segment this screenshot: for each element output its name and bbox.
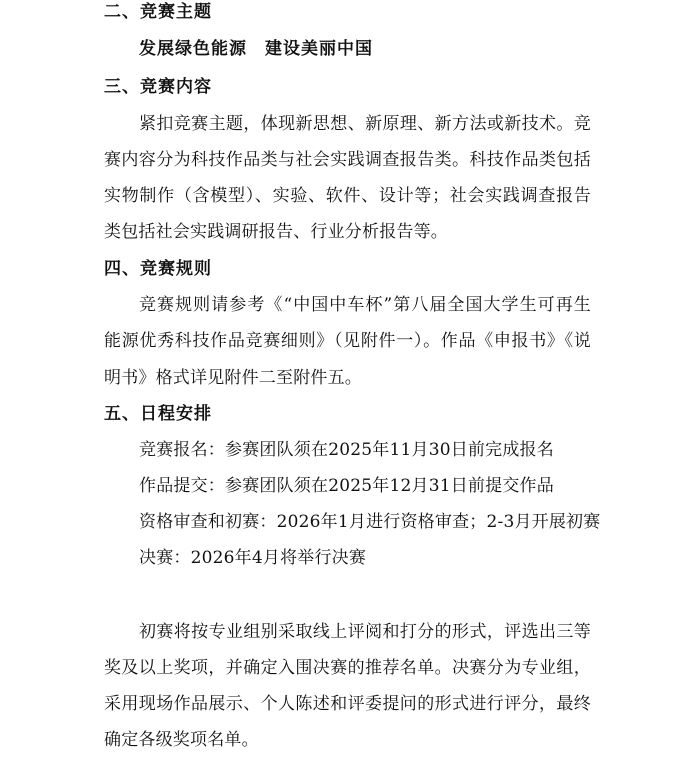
- rules-line-3: 明书》格式详见附件二至附件五。: [104, 368, 362, 388]
- section-heading-theme: 二、竞赛主题: [104, 2, 212, 22]
- section-heading-content: 三、竞赛内容: [104, 77, 212, 97]
- content-line-4: 类包括社会实践调研报告、行业分析报告等。: [104, 222, 448, 242]
- content-line-1: 紧扣竞赛主题，体现新思想、新原理、新方法或新技术。竞: [139, 114, 591, 134]
- section-heading-schedule: 五、日程安排: [104, 404, 212, 424]
- judging-line-4: 确定各级奖项名单。: [104, 730, 259, 750]
- judging-line-1: 初赛将按专业组别采取线上评阅和打分的形式，评选出三等: [139, 622, 591, 642]
- schedule-item-registration: 竞赛报名：参赛团队须在2025年11月30日前完成报名: [139, 440, 554, 460]
- theme-text: 发展绿色能源 建设美丽中国: [139, 39, 373, 59]
- rules-line-1: 竞赛规则请参考《“中国中车杯”第八届全国大学生可再生: [139, 295, 591, 315]
- schedule-item-final: 决赛：2026年4月将举行决赛: [139, 548, 367, 568]
- schedule-item-submission: 作品提交：参赛团队须在2025年12月31日前提交作品: [139, 476, 554, 496]
- schedule-item-preliminary: 资格审查和初赛：2026年1月进行资格审查；2-3月开展初赛: [139, 512, 601, 532]
- judging-line-2: 奖及以上奖项，并确定入围决赛的推荐名单。决赛分为专业组，: [104, 658, 591, 678]
- content-line-2: 赛内容分为科技作品类与社会实践调查报告类。科技作品类包括: [104, 150, 591, 170]
- content-line-3: 实物制作（含模型）、实验、软件、设计等；社会实践调查报告: [104, 186, 591, 206]
- judging-line-3: 采用现场作品展示、个人陈述和评委提问的形式进行评分，最终: [104, 694, 591, 714]
- section-heading-rules: 四、竞赛规则: [104, 259, 212, 279]
- rules-line-2: 能源优秀科技作品竞赛细则》（见附件一）。作品《申报书》《说: [104, 331, 591, 351]
